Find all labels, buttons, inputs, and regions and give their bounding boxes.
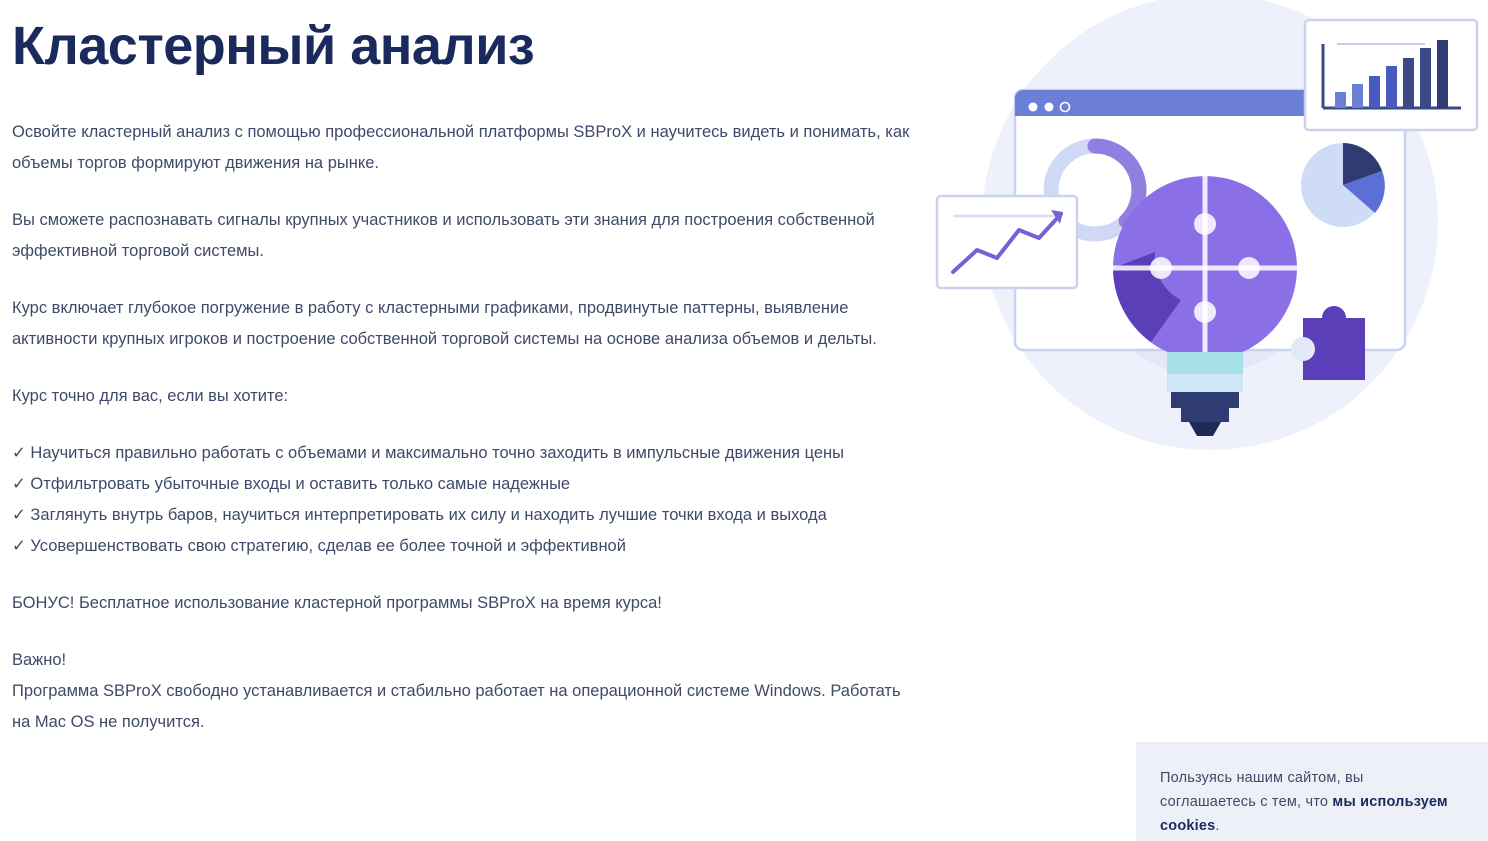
body-text xyxy=(12,117,912,738)
list-item xyxy=(12,531,912,562)
list-item-label: Заглянуть внутрь баров, научиться интерпретировать их силу и находить лучшие точки входа и выхода xyxy=(30,505,827,524)
paragraph-signals: Вы сможете распознавать сигналы крупных участников и использовать эти знания для построения собственной эффективной торговой системы. xyxy=(12,210,875,260)
list-item xyxy=(12,500,912,531)
paragraph-course-scope: Курс включает глубокое погружение в работу с кластерными графиками, продвинутые паттерны, выявление активности крупных игроков и построение собственной торговой системы на основе анализа объемов и дельты. xyxy=(12,298,877,348)
bonus-text: БОНУС! Бесплатное использование кластерной программы SBProX на время курса! xyxy=(12,593,662,612)
list-item-label: Научиться правильно работать с объемами и максимально точно заходить в импульсные движения цены xyxy=(30,443,844,462)
cookie-text xyxy=(1160,766,1458,838)
list-item xyxy=(12,469,912,500)
benefits-list xyxy=(12,438,912,562)
cluster-analysis-illustration xyxy=(905,0,1488,520)
important-label: Важно! xyxy=(12,650,67,669)
line-chart-card xyxy=(937,196,1077,288)
list-item-label: Отфильтровать убыточные входы и оставить только самые надежные xyxy=(30,474,571,493)
cookie-text-before: Пользуясь нашим сайтом, вы соглашаетесь с тем, что xyxy=(1160,770,1364,810)
content-column xyxy=(12,0,912,738)
check-icon: ✓ xyxy=(12,536,26,555)
pie-chart xyxy=(1301,143,1385,227)
cookie-banner xyxy=(1136,742,1488,841)
paragraph-for-you: Курс точно для вас, если вы хотите: xyxy=(12,386,289,405)
check-icon: ✓ xyxy=(12,443,26,462)
list-item-label: Усовершенствовать свою стратегию, сделав ее более точной и эффективной xyxy=(30,536,626,555)
list-item xyxy=(12,438,912,469)
page-title: Кластерный анализ xyxy=(12,16,535,76)
bar-chart-card xyxy=(1305,20,1477,130)
check-icon: ✓ xyxy=(12,474,26,493)
important-text: Программа SBProX свободно устанавливается и стабильно работает на операционной системе Windows. Работать на Mac OS не получится. xyxy=(12,681,901,731)
cookie-text-after: . xyxy=(1215,818,1220,834)
check-icon: ✓ xyxy=(12,505,26,524)
cookie-policy-link[interactable]: мы используем cookies xyxy=(1160,794,1448,834)
paragraph-intro: Освойте кластерный анализ с помощью профессиональной платформы SBProX и научитесь видеть и понимать, как объемы торгов формируют движения на рынке. xyxy=(12,122,910,172)
important-block xyxy=(12,645,912,738)
